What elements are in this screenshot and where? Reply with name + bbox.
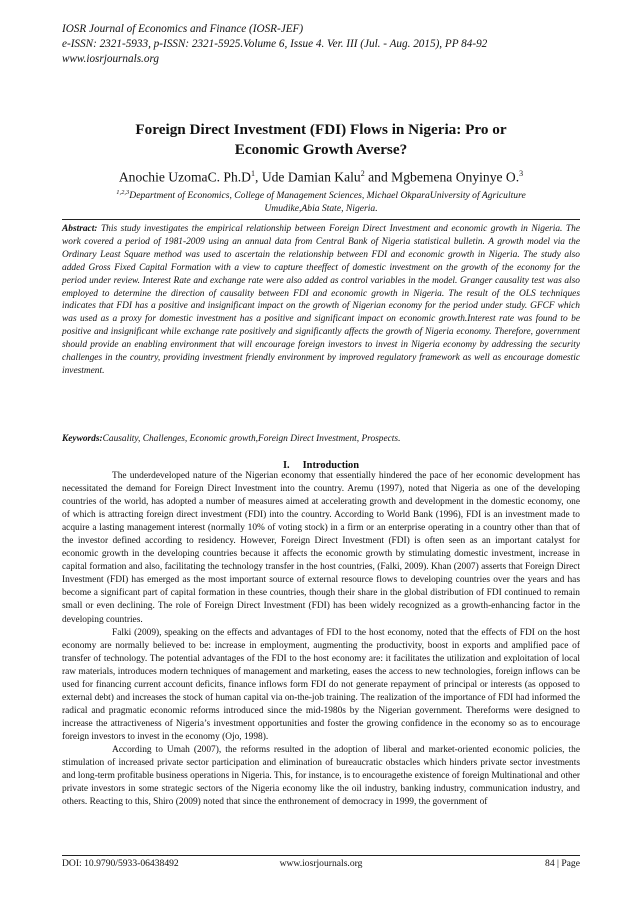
author-separator: , [255, 169, 262, 185]
paragraph: Falki (2009), speaking on the effects and advantages of FDI to the host economy, noted that the effects of FDI on the host economy are normally believed to be: increase in employment, augmenting the productivity, boost in exports and amplified pace of transfer of technology. The potential advantages of the FDI to the host economy are: it facilitates the utilization and exploitation of local raw materials, introduces modern techniques of management and marketing, eases the access to new technologies, foreign inflows can be used for financing current account deficits, finance inflows form FDI do not generate repayment of principal or interests (as opposed to external debt) and increases the stock of human capital via on-the-job training. The realization of the importance of FDI had informed the radical and pragmatic economic reforms introduced since the mid-1980s by the Nigerian government. Thereforms were designed to increase the attractiveness of Nigeria’s investment opportunities and foster the growing confidence in the economy so as to encourage foreign investors to invest in the economy (Ojo, 1998). [62, 627, 580, 742]
page-number: 84 | Page [545, 858, 580, 869]
paragraph: The underdeveloped nature of the Nigerian economy that essentially hindered the pace of her economic development has necessitated the demand for Foreign Direct Investment into the country. Aremu (1997), noted that Nigeria as one of the developing countries of the world, has adopted a number of measures aimed at accelerating growth and development in the domestic economy, one of which is attracting foreign direct investment (FDI) into the country. According to World Bank (1996), FDI is an investment made to acquire a lasting management interest (normally 10% of voting stock) in a firm or an enterprise operating in a country other than that of the investor defined according to residency. However, Foreign Direct Investment (FDI) is often seen as an important catalyst for economic growth in the developing countries because it affects the economic growth by stimulating domestic investment, increase in capital formation and also, facilitating the technology transfer in the host countries, (Falki, 2009). Khan (2007) asserts that Foreign Direct Investment (FDI) has emerged as the most important source of external resource flows to developing countries over the years and has become a significant part of capital formation in these countries, though their share in the global distribution of FDI continued to remain small or even declining. The role of Foreign Direct Investment (FDI) has been widely recognized as a growth-enhancing factor in the developing countries. [62, 471, 580, 625]
author-separator: and [364, 169, 392, 185]
paper-title [62, 120, 580, 160]
journal-website: www.iosrjournals.org [62, 53, 159, 65]
footer-divider [62, 855, 580, 856]
author-list [62, 165, 580, 187]
author-affiliation-number: 1 [251, 169, 256, 178]
section-title: Introduction [302, 460, 360, 471]
affiliation-line-2: Umudike,Abia State, Nigeria. [264, 203, 378, 215]
journal-issn-line: e-ISSN: 2321-5933, p-ISSN: 2321-5925.Volume 6, Issue 4. Ver. III (Jul. - Aug. 2015), PP 84-92 [62, 38, 488, 50]
abstract-label: Abstract: [62, 224, 98, 234]
paragraph: According to Umah (2007), the reforms resulted in the adoption of liberal and market-oriented economic policies, the stimulation of increased private sector participation and elimination of bureaucratic obstacles which hinders private sector investments and long-term profitable business operations in Nigeria. This, for instance, is to encouragethe existence of foreign Multinational and other private investors in some strategic sectors of the Nigeria economy like the oil industry, banking industry, communication industry, and others. Reacting to this, Shiro (2009) noted that since the enthronement of democracy in 1999, the government of [62, 744, 580, 808]
author-name: Anochie UzomaC. Ph.D [118, 169, 252, 185]
journal-header [62, 22, 580, 67]
title-line-2: Economic Growth Averse? [234, 141, 408, 158]
author-affiliation-number: 3 [519, 169, 524, 178]
abstract-text: This study investigates the empirical relationship between Foreign Direct Investment and economic growth in Nigeria. The work covered a period of 1981-2009 using an annual data from Central Bank of Nigeria statistical bulletin. A growth model via the Ordinary Least Square method was used to ascertain the relationship between FDI and economic growth in Nigeria. The study also added Gross Fixed Capital Formation with a view to capture theeffect of domestic investment on the growth of the economy for the period under review. Interest Rate and exchange rate were also added as control variables in the model. Granger causality test was also employed to determine the direction of causality between FDI and economic growth in Nigeria. The result of the OLS techniques indicates that FDI has a positive and insignificant impact on the growth of Nigerian economy for the period under study. GFCF which was used as a proxy for domestic investment has a positive and significant impact on economic growth.Interest rate was found to be positive and insignificant while exchange rate positively and significantly affects the growth of Nigeria economy. Therefore, government should provide an enabling environment that will encourage foreign investors to invest in Nigeria economy by addressing the security challenges in the country, providing investment friendly environment by improved regulatory framework as well as encourage domestic investment. [62, 224, 580, 376]
keywords-label: Keywords: [62, 434, 103, 444]
keywords [62, 433, 580, 446]
abstract [62, 223, 580, 378]
keywords-text: Causality, Challenges, Economic growth,Foreign Direct Investment, Prospects. [102, 434, 401, 444]
affiliation-line-1: Department of Economics, College of Management Sciences, Michael OkparaUniversity of Agriculture [129, 190, 526, 202]
journal-name: IOSR Journal of Economics and Finance (IOSR-JEF) [62, 23, 304, 35]
footer-website: www.iosrjournals.org [279, 858, 363, 869]
author-affiliation-number: 2 [360, 169, 365, 178]
page-footer [62, 857, 580, 871]
affiliation-numbers: 1,2,3 [116, 189, 130, 196]
author-name: Mgbemena Onyinye O. [391, 169, 520, 185]
author-affiliation [62, 186, 580, 215]
title-line-1: Foreign Direct Investment (FDI) Flows in Nigeria: Pro or [135, 121, 507, 138]
section-number: I. [282, 460, 290, 471]
author-name: Ude Damian Kalu [261, 169, 361, 185]
body-text [62, 470, 580, 809]
footer-doi: DOI: 10.9790/5933-06438492 [62, 858, 179, 869]
abstract-divider [62, 219, 580, 220]
